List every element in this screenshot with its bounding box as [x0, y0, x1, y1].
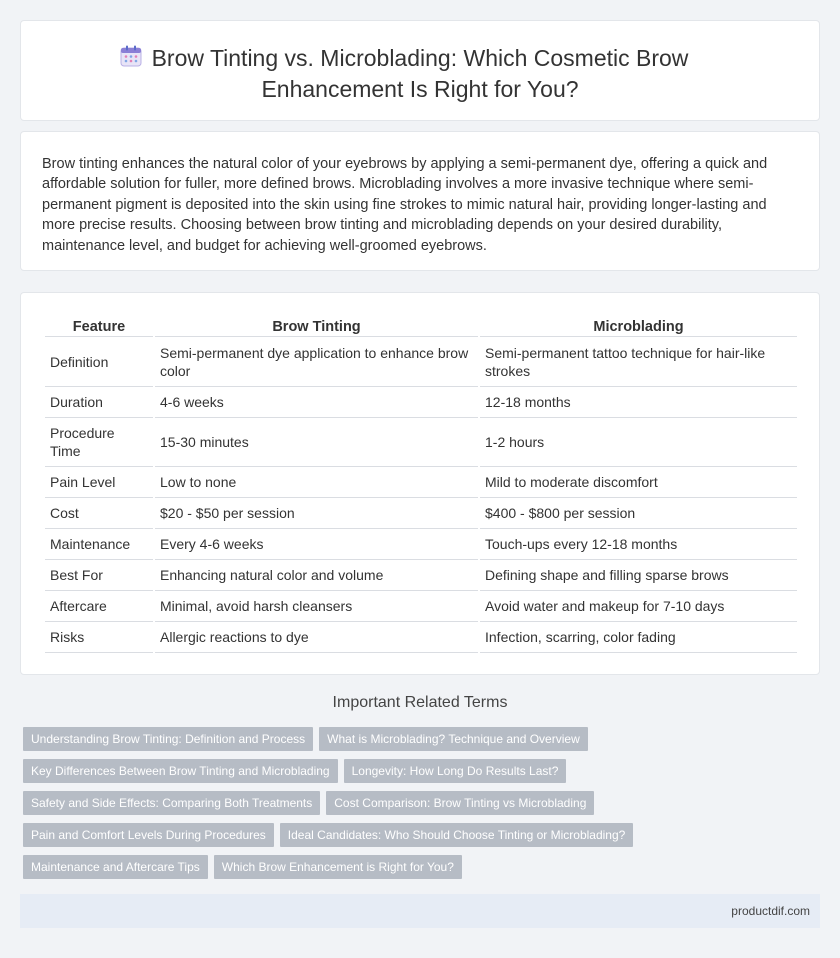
brow-tinting-cell: Every 4-6 weeks: [155, 529, 478, 560]
brow-tinting-cell: Low to none: [155, 467, 478, 498]
feature-cell: Best For: [45, 560, 153, 591]
related-term-link[interactable]: Cost Comparison: Brow Tinting vs Microblading: [326, 791, 594, 815]
tag-row: [23, 855, 823, 879]
tag-row: [23, 727, 823, 751]
feature-cell: Duration: [45, 387, 153, 418]
table-row: [45, 467, 797, 498]
feature-cell: Maintenance: [45, 529, 153, 560]
microblading-cell: Mild to moderate discomfort: [480, 467, 797, 498]
table-row: [45, 529, 797, 560]
comparison-table: [43, 315, 799, 653]
footer: [20, 894, 820, 928]
table-row: [45, 560, 797, 591]
microblading-cell: $400 - $800 per session: [480, 498, 797, 529]
table-row: [45, 418, 797, 467]
intro-card: [20, 131, 820, 271]
related-term-link[interactable]: Which Brow Enhancement is Right for You?: [214, 855, 462, 879]
title-card: [20, 20, 820, 121]
microblading-cell: Touch-ups every 12-18 months: [480, 529, 797, 560]
table-row: [45, 337, 797, 387]
brow-tinting-cell: Semi-permanent dye application to enhance brow color: [155, 337, 478, 387]
table-row: [45, 498, 797, 529]
related-term-link[interactable]: Maintenance and Aftercare Tips: [23, 855, 208, 879]
microblading-cell: Infection, scarring, color fading: [480, 622, 797, 653]
feature-cell: Aftercare: [45, 591, 153, 622]
microblading-cell: Avoid water and makeup for 7-10 days: [480, 591, 797, 622]
brow-tinting-cell: Allergic reactions to dye: [155, 622, 478, 653]
intro-paragraph: Brow tinting enhances the natural color of your eyebrows by applying a semi-permanent dye, offering a quick and affordable solution for fuller, more defined brows. Microblading involves a more invasive technique where semi-permanent pigment is deposited into the skin using fine strokes to mimic natural hair, providing longer-lasting and more precise results. Choosing between brow tinting and microblading depends on your desired durability, maintenance level, and budget for achieving well-groomed eyebrows.: [42, 156, 768, 254]
feature-cell: Pain Level: [45, 467, 153, 498]
brow-tinting-cell: $20 - $50 per session: [155, 498, 478, 529]
microblading-cell: Semi-permanent tattoo technique for hair-like strokes: [480, 337, 797, 387]
brow-tinting-cell: 4-6 weeks: [155, 387, 478, 418]
microblading-cell: Defining shape and filling sparse brows: [480, 560, 797, 591]
tag-row: [23, 759, 823, 783]
feature-cell: Cost: [45, 498, 153, 529]
table-header-row: [45, 315, 797, 337]
page-title: Brow Tinting vs. Microblading: Which Cosmetic Brow Enhancement Is Right for You?: [151, 45, 689, 102]
related-term-link[interactable]: Understanding Brow Tinting: Definition and Process: [23, 727, 313, 751]
related-term-link[interactable]: Safety and Side Effects: Comparing Both Treatments: [23, 791, 320, 815]
related-term-link[interactable]: Pain and Comfort Levels During Procedures: [23, 823, 274, 847]
related-term-link[interactable]: What is Microblading? Technique and Overview: [319, 727, 588, 751]
comparison-table-card: [20, 292, 820, 675]
related-term-link[interactable]: Ideal Candidates: Who Should Choose Tinting or Microblading?: [280, 823, 634, 847]
feature-cell: Procedure Time: [45, 418, 153, 467]
table-row: [45, 622, 797, 653]
table-row: [45, 387, 797, 418]
footer-site-name[interactable]: productdif.com: [731, 904, 810, 918]
related-term-link[interactable]: Key Differences Between Brow Tinting and Microblading: [23, 759, 338, 783]
header-feature: Feature: [45, 315, 153, 337]
microblading-cell: 1-2 hours: [480, 418, 797, 467]
brow-tinting-cell: 15-30 minutes: [155, 418, 478, 467]
related-terms-title: Important Related Terms: [332, 694, 508, 711]
brow-tinting-cell: Minimal, avoid harsh cleansers: [155, 591, 478, 622]
microblading-cell: 12-18 months: [480, 387, 797, 418]
feature-cell: Definition: [45, 337, 153, 387]
table-row: [45, 591, 797, 622]
tag-row: [23, 791, 823, 815]
header-brow-tinting: Brow Tinting: [155, 315, 478, 337]
related-terms-list: [23, 727, 823, 887]
brow-tinting-cell: Enhancing natural color and volume: [155, 560, 478, 591]
header-microblading: Microblading: [480, 315, 797, 337]
tag-row: [23, 823, 823, 847]
feature-cell: Risks: [45, 622, 153, 653]
related-term-link[interactable]: Longevity: How Long Do Results Last?: [344, 759, 567, 783]
